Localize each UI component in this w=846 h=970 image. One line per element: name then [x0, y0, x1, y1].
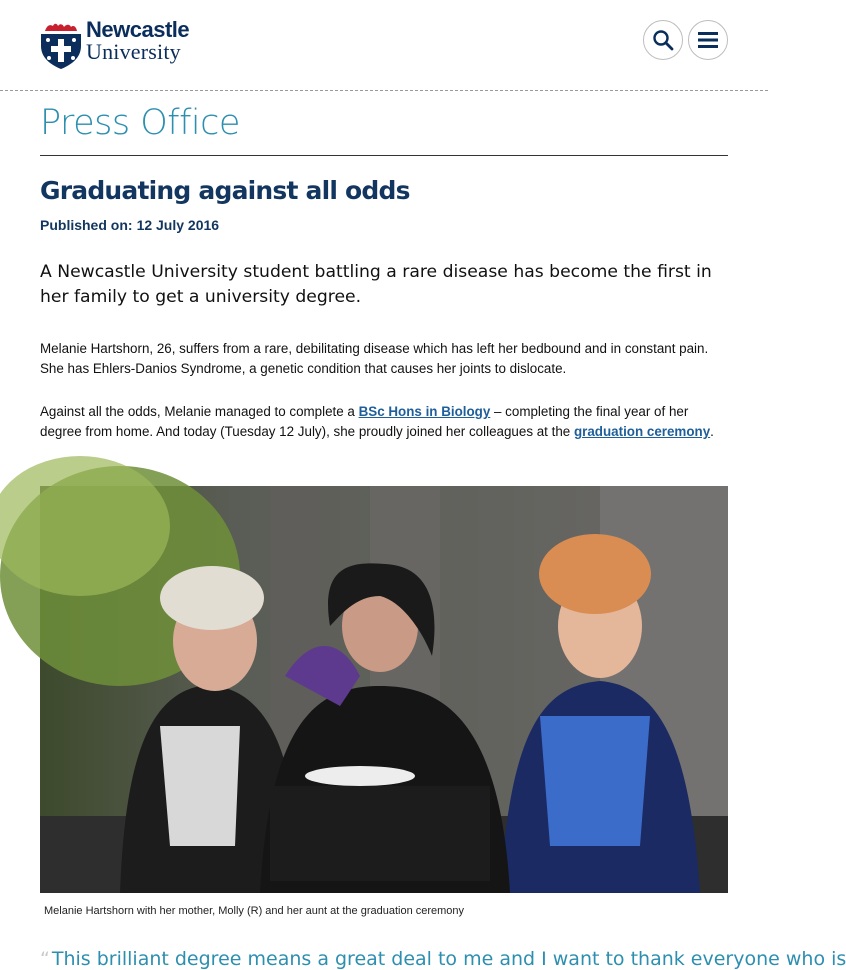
- quote-text: This brilliant degree means a great deal to me and I want to thank everyone who is: [51, 948, 846, 970]
- para2-text-middle: – completing the final year of her degree from home. And today (Tuesday 12 July), she proudly joined her colleagues at the: [40, 404, 689, 439]
- article-title: Graduating against all odds: [40, 176, 410, 205]
- published-label: Published on:: [40, 217, 133, 233]
- pull-quote: [40, 948, 846, 970]
- photo-caption: Melanie Hartshorn with her mother, Molly (R) and her aunt at the graduation ceremony: [44, 905, 465, 917]
- search-button[interactable]: [643, 20, 683, 60]
- graduation-ceremony-link[interactable]: graduation ceremony: [573, 424, 711, 439]
- search-icon: [652, 29, 674, 51]
- hamburger-menu-icon: [697, 31, 719, 49]
- section-title: Press Office: [40, 103, 240, 143]
- article-paragraph-1: Melanie Hartshorn, 26, suffers from a rare, debilitating disease which has left her bedbound and in constant pain. She has Ehlers-Danios Syndrome, a genetic condition that causes her joints to dislocate.: [40, 341, 709, 376]
- para2-text-end: .: [710, 424, 714, 439]
- site-header: [0, 0, 768, 91]
- quote-mark-icon: “: [40, 948, 50, 970]
- article-lead: A Newcastle University student battling a rare disease has become the first in her family to get a university degree.: [40, 262, 712, 307]
- published-line: [40, 217, 219, 233]
- logo-wordmark-line2: University: [86, 39, 181, 64]
- published-date: 12 July 2016: [136, 217, 220, 233]
- section-divider: [40, 155, 728, 156]
- crest-icon: [40, 20, 82, 70]
- logo-wordmark-line1: Newcastle: [86, 17, 190, 42]
- article-photo: [40, 486, 728, 893]
- newcastle-university-logo[interactable]: [40, 17, 190, 70]
- para2-text-start: Against all the odds, Melanie managed to complete a: [40, 404, 359, 419]
- article-paragraph-2: [40, 402, 730, 442]
- menu-button[interactable]: [688, 20, 728, 60]
- bsc-biology-link[interactable]: BSc Hons in Biology: [358, 404, 491, 419]
